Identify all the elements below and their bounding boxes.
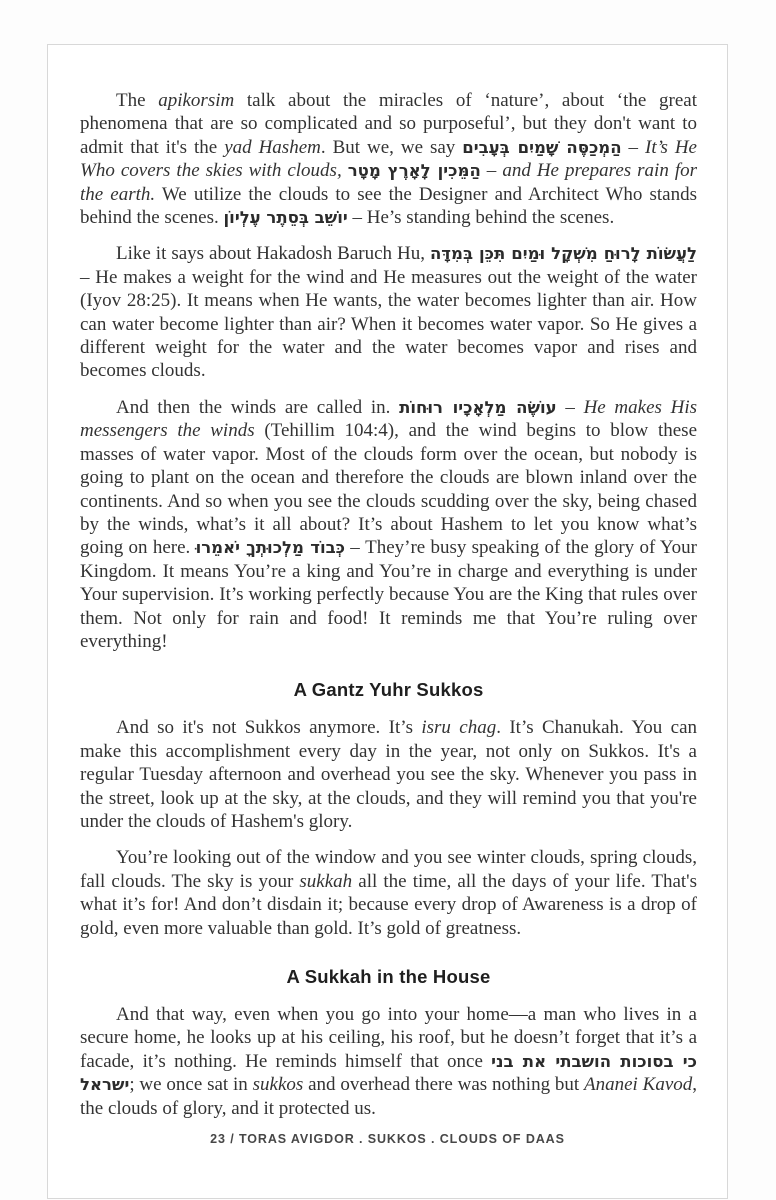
text-run: and overhead there was nothing but — [303, 1074, 584, 1096]
text-run: . It’s Chanukah. You can make this accomplishment every day in the year, not only on Sukkos. It's a regular Tuesday afternoon and overhead you see the sky. Whenever you pass in the street, look up at the sky, at the clouds, and they will remind you that you're under the clouds of Hashem's glory. — [80, 717, 698, 832]
text-run: And that way, even when you go into your home—a man who lives in a secure home, he looks up at his ceiling, his roof, but he doesn’t forget that it’s a facade, it’s nothing. He reminds himself that once — [80, 1004, 697, 1072]
text-run: – They’re busy speaking of the glory of Your Kingdom. It means You’re a king and You’re in charge and everything is under Your supervision. It’s working perfectly because You are the King that rules over them. Not only for rain and food! It reminds me that You’re ruling over everything! — [80, 537, 697, 652]
body-paragraph — [80, 716, 697, 833]
italic-run: sukkah — [299, 870, 353, 892]
text-run: – — [621, 136, 645, 158]
italic-run: It’s He Who covers the skies with clouds, — [80, 136, 697, 182]
hebrew-run: הַמֵּכִין לָאָרֶץ מָטָר — [347, 161, 481, 181]
text-run: – He’s standing behind the scenes. — [347, 207, 615, 229]
hebrew-run: לַעֲשׂוֹת לָרוּחַ מִשְׁקָל וּמַיִם תִּכֵּן בְּמִדָּה — [429, 244, 697, 264]
text-run: , the clouds of glory, and it protected us. — [80, 1074, 697, 1119]
body-paragraph — [80, 242, 697, 382]
section-heading: A Sukkah in the House — [286, 966, 491, 987]
text-run: Like it says about Hakadosh Baruch Hu, — [116, 243, 430, 265]
body-paragraph — [80, 846, 697, 940]
body-paragraph — [80, 1003, 697, 1120]
italic-run: He makes His messengers the winds — [80, 396, 698, 442]
footer-text: 23 / TORAS AVIGDOR . SUKKOS . CLOUDS OF DAAS — [210, 1132, 565, 1146]
text-run: – — [480, 160, 503, 182]
text-run: And so it's not Sukkos anymore. It’s — [116, 717, 422, 739]
text-run: all the time, all the days of your life. That's what it’s for! And don’t disdain it; because every drop of Awareness is a drop of gold, even more valuable than gold. It’s gold of greatness. — [80, 870, 697, 939]
hebrew-run: הַמְכַסֶּה שָׁמַיִם בְּעָבִים — [462, 137, 622, 157]
text-run: ; we once sat in — [129, 1074, 253, 1096]
text-run: The — [116, 90, 159, 111]
body-paragraph — [80, 89, 697, 229]
italic-run: sukkos — [252, 1074, 304, 1096]
italic-run: apikorsim — [158, 90, 235, 111]
book-page — [47, 44, 728, 1199]
text-run: – He makes a weight for the wind and He measures out the weight of the water (Iyov 28:25). It means when He wants, the water becomes lighter than air. How can water become lighter than air? When it becomes water vapor. So He gives a different weight for the water and the water becomes vapor and rises and becomes clouds. — [80, 266, 697, 382]
page-footer — [48, 1132, 727, 1146]
hebrew-run: יוֹשֵׁב בְּסֵתֶר עֶלְיוֹן — [223, 208, 348, 228]
hebrew-run: עוֹשֶׂה מַלְאָכָיו רוּחוֹת — [399, 397, 557, 417]
section-heading: A Gantz Yuhr Sukkos — [293, 679, 484, 701]
text-run: We utilize the clouds to see the Designer and Architect Who stands behind the scenes. — [80, 183, 697, 229]
body-paragraph — [80, 396, 697, 653]
text-run: – — [556, 396, 584, 418]
text-run: You’re looking out of the window and you see winter clouds, spring clouds, fall clouds. The sky is your — [80, 847, 697, 892]
hebrew-run: כְּבוֹד מַלְכוּתְךָ יֹאמֵרוּ — [195, 538, 346, 558]
article-body — [48, 45, 727, 1120]
text-run: talk about the miracles of ‘nature’, about ‘the great phenomena that are so complicated and so purposeful’, but they don't want to admit that it's the — [80, 90, 697, 158]
italic-run: yad Hashem — [224, 136, 321, 158]
text-run: And then the winds are called in. — [116, 396, 400, 418]
italic-run: and He prepares rain for the earth. — [80, 160, 698, 205]
text-run: (Tehillim 104:4), and the wind begins to blow these masses of water vapor. Most of the clouds form over the ocean, but nobody is going to plant on the ocean and therefore the clouds are blown inland over the continents. And so when you see the clouds scudding over the sky, being chased by the winds, what’s it all about? It’s about Hashem to let you know what’s going on here. — [80, 420, 698, 559]
italic-run: Ananei Kavod — [584, 1074, 693, 1096]
hebrew-run: כי בסוכות הושבתי את בני ישראל — [80, 1051, 697, 1095]
italic-run: isru chag — [421, 717, 497, 739]
text-run: . But we, we say — [320, 136, 463, 158]
